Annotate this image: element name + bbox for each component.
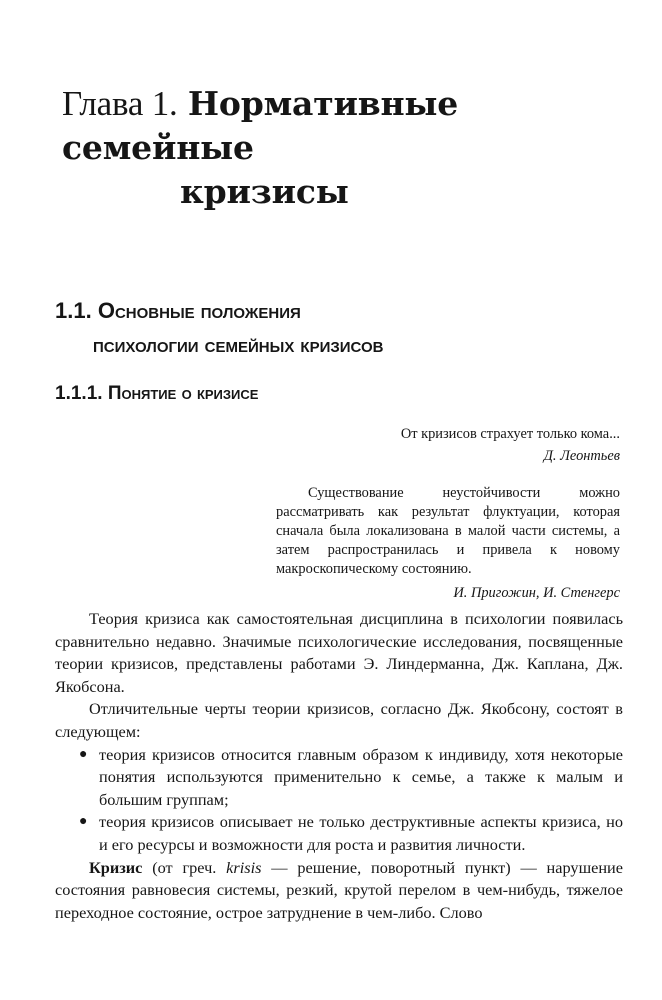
list-item-text: теория кризисов относится главным образом к индивиду, хотя некоторые понятия используются применительно к семье, а также к малым и большим группам;	[99, 744, 623, 809]
body-text	[55, 608, 623, 924]
paragraph: Теория кризиса как самостоятельная дисциплина в психологии появилась сравнительно недавно. Значимые психологические исследования, посвященные теории кризисов, представлены работами Э. Линдерманна, Дж. Каплана, Дж. Якобсона.	[55, 609, 623, 696]
defined-term: Кризис	[89, 857, 143, 877]
section-heading	[55, 294, 615, 362]
chapter-title	[62, 82, 622, 214]
epigraph-quote: От кризисов страхует только кома...	[400, 426, 620, 442]
list-item	[79, 744, 623, 812]
bullet-list	[55, 744, 623, 857]
definition-text-start: (от греч.	[142, 857, 227, 877]
epigraph-author: И. Пригожин, И. Стенгерс	[453, 585, 620, 601]
paragraph: Отличительные черты теории кризисов, согласно Дж. Якобсону, состоят в следующем:	[55, 699, 623, 741]
definition-paragraph	[55, 857, 623, 925]
list-item	[79, 811, 623, 856]
list-item-text: теория кризисов описывает не только деструктивные аспекты кризиса, но и его ресурсы и возможности для роста и развития личности.	[99, 812, 623, 854]
subsection-number: 1.1.1.	[55, 383, 103, 404]
bullet-icon: ●	[79, 746, 88, 762]
chapter-title-line1: Нормативные семейные	[62, 84, 459, 167]
chapter-title-line2: кризисы	[180, 172, 349, 211]
epigraph-author: Д. Леонтьев	[543, 448, 620, 464]
subsection-heading	[55, 380, 258, 408]
bullet-icon: ●	[79, 814, 88, 830]
section-title-line2: психологии семейных кризисов	[93, 332, 384, 357]
latin-term: krisis	[226, 857, 262, 877]
epigraph	[276, 484, 620, 603]
epigraph-quote: Существование неустойчивости можно рассматривать как результат флуктуации, которая сначала была локализована в малой части системы, а затем распространилась и привела к новому макроскопическому состоянию.	[276, 485, 620, 577]
section-number: 1.1.	[55, 298, 92, 323]
subsection-title: Понятие о кризисе	[107, 383, 259, 404]
chapter-label: Глава 1.	[62, 84, 178, 123]
section-title-line1: Основные положения	[97, 298, 301, 323]
epigraph	[320, 425, 620, 466]
definition-text: — решение, поворотный пункт) — нарушение состояния равновесия системы, резкий, крутой перелом в чем-нибудь, тяжелое переходное состояние, острое затруднение в чем-либо. Слово	[55, 857, 623, 922]
